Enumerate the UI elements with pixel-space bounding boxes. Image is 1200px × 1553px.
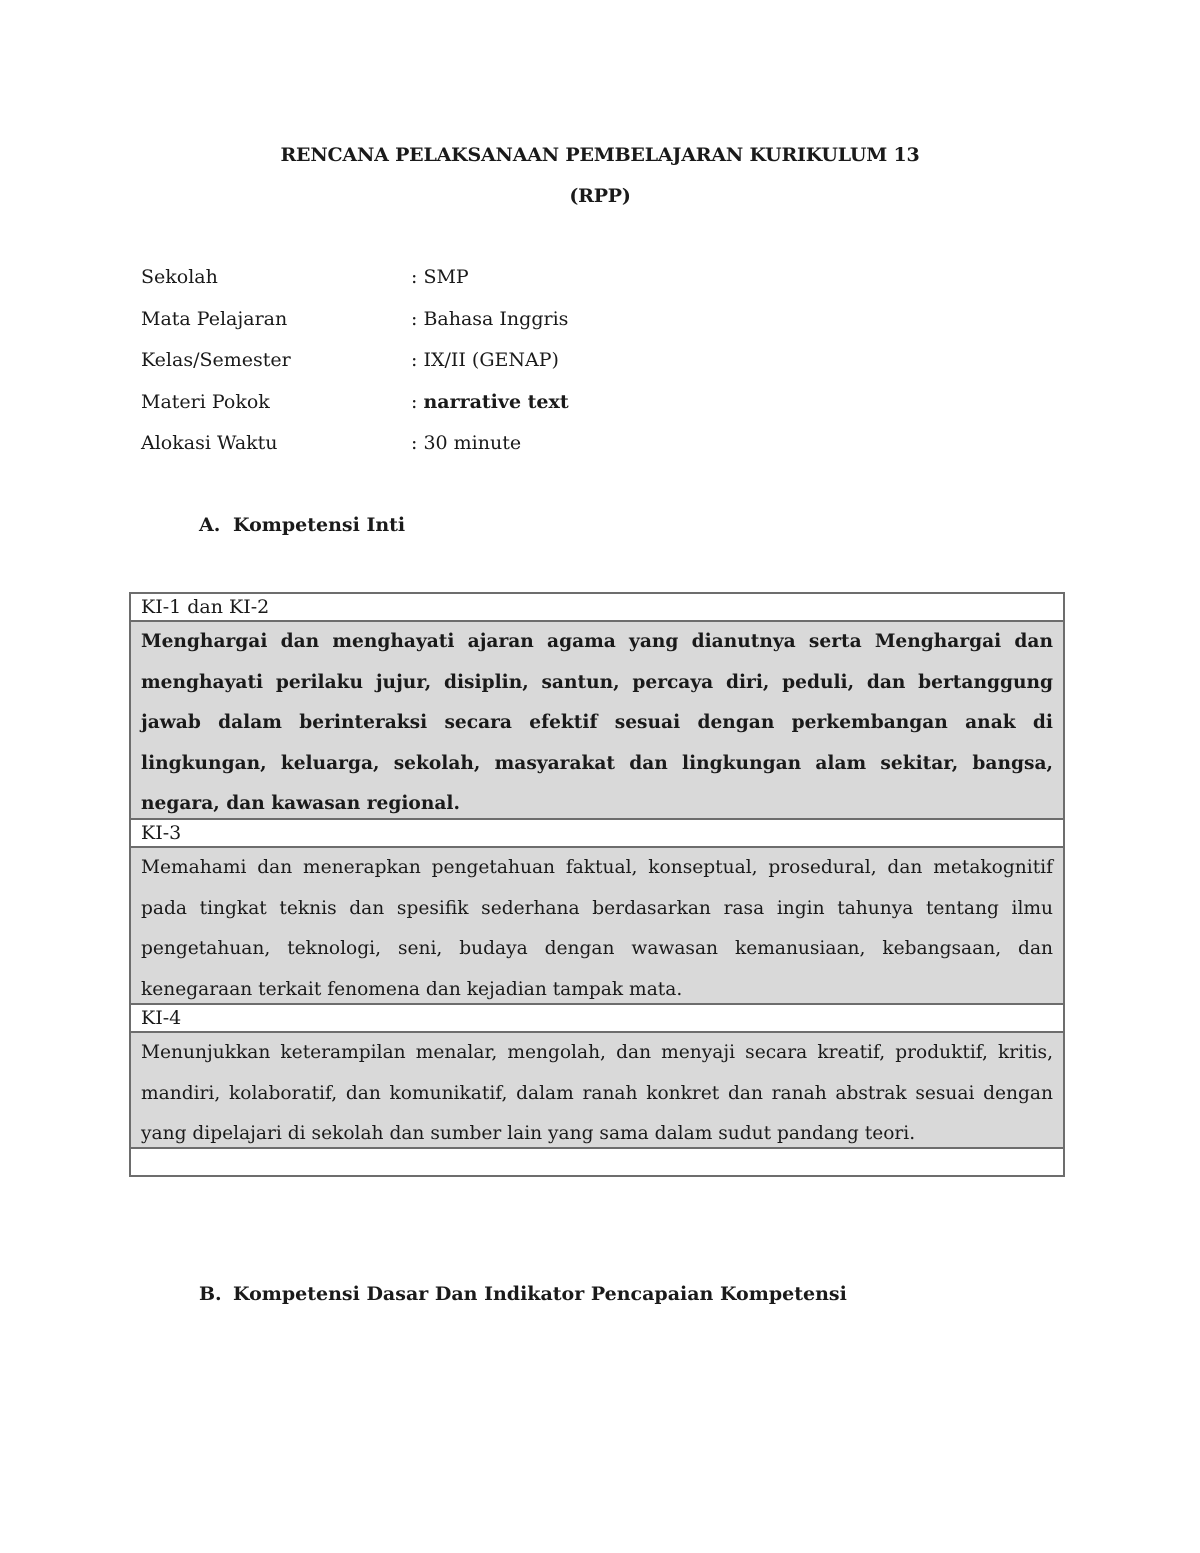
document-title: RENCANA PELAKSANAAN PEMBELAJARAN KURIKULUM 13 [280,144,920,166]
ki-row-text: Memahami dan menerapkan pengetahuan faktual, konseptual, prosedural, dan metakognitif pada tingkat teknis dan spesifik sederhana berdasarkan rasa ingin tahunya tentang ilmu pengetahuan, teknologi, seni, budaya dengan wawasan kemanusiaan, kebangsaan, dan kenegaraan terkait fenomena dan kejadian tampak mata. [131,848,1063,1005]
separator: : [411,390,418,413]
identity-value [411,430,521,456]
identity-value-text: Bahasa Inggris [423,307,569,330]
ki-row-text: Menghargai dan menghayati ajaran agama yang dianutnya serta Menghargai dan menghayati perilaku jujur, disiplin, santun, percaya diri, peduli, dan bertanggung jawab dalam berinteraksi secara efektif sesuai dengan perkembangan anak di lingkungan, keluarga, sekolah, masyarakat dan lingkungan alam sekitar, bangsa, negara, dan kawasan regional. [131,622,1063,820]
section-b-heading [199,1283,847,1305]
identity-value [411,389,569,415]
section-title: Kompetensi Inti [233,514,406,536]
separator: : [411,266,418,288]
identity-label: Materi Pokok [141,390,270,413]
ki-row-label: KI-3 [131,820,1063,848]
section-marker: B. [199,1283,222,1305]
separator: : [411,349,418,371]
ki-row-label: KI-1 dan KI-2 [131,594,1063,622]
document-subtitle: (RPP) [569,185,631,207]
identity-value [411,264,469,290]
ki-empty-row [131,1149,1063,1175]
identity-label: Mata Pelajaran [141,307,288,330]
section-a-heading [199,514,405,536]
identity-value-text: IX/II (GENAP) [423,349,559,371]
identity-value-text: 30 minute [423,432,522,454]
ki-row-text: Menunjukkan keterampilan menalar, mengolah, dan menyaji secara kreatif, produktif, kritis, mandiri, kolaboratif, dan komunikatif, dalam ranah konkret dan ranah abstrak sesuai dengan yang dipelajari di sekolah dan sumber lain yang sama dalam sudut pandang teori. [131,1033,1063,1149]
identity-value-text: SMP [423,266,469,288]
identity-label: Alokasi Waktu [141,432,278,454]
kompetensi-inti-table [129,592,1065,1177]
identity-value [411,347,559,373]
identity-label: Sekolah [141,266,218,288]
section-title: Kompetensi Dasar Dan Indikator Pencapaian Kompetensi [233,1283,847,1305]
separator: : [411,307,418,330]
identity-value-text: narrative text [423,390,569,413]
separator: : [411,432,418,454]
identity-value [411,306,568,332]
identity-label: Kelas/Semester [141,349,291,371]
ki-row-label: KI-4 [131,1005,1063,1033]
section-marker: A. [199,514,221,536]
